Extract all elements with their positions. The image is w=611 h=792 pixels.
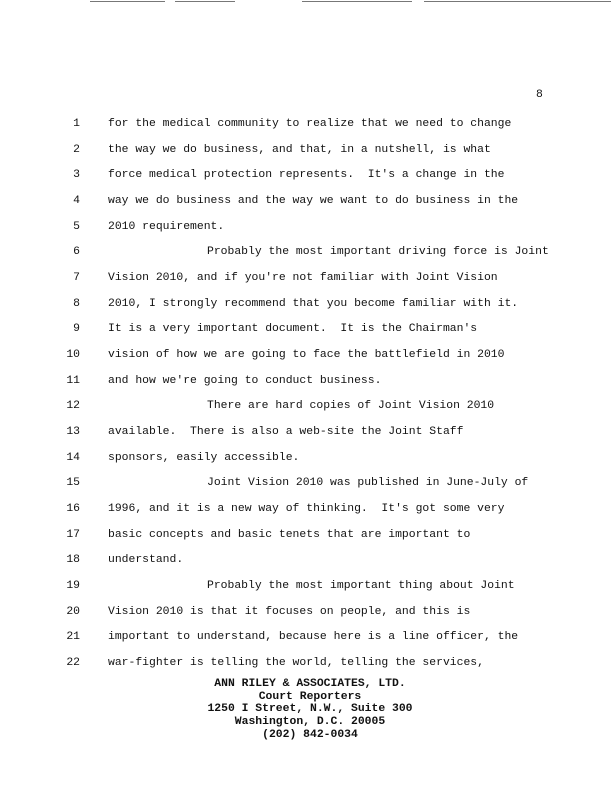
line-number: 3	[73, 169, 80, 182]
page-number: 8	[536, 89, 543, 101]
line-text: vision of how we are going to face the battlefield in 2010	[108, 349, 505, 362]
scan-artifact	[424, 1, 611, 2]
line-text: 2010, I strongly recommend that you become familiar with it.	[108, 297, 519, 310]
line-text: available. There is also a web-site the Joint Staff	[108, 426, 464, 439]
line-number: 16	[66, 503, 80, 516]
scan-artifact	[302, 1, 412, 2]
footer-address: 1250 I Street, N.W., Suite 300	[207, 703, 413, 716]
line-text: There are hard copies of Joint Vision 2010	[207, 400, 495, 413]
line-text: important to understand, because here is a line officer, the	[108, 631, 519, 644]
line-number: 8	[73, 297, 80, 310]
line-number: 18	[66, 554, 80, 567]
scan-artifact	[90, 1, 165, 2]
line-number: 21	[66, 631, 80, 644]
line-text: sponsors, easily accessible.	[108, 451, 300, 464]
line-text: 2010 requirement.	[108, 220, 225, 233]
line-number: 12	[66, 400, 80, 413]
line-number: 15	[66, 477, 80, 490]
line-text: for the medical community to realize that we need to change	[108, 118, 512, 130]
line-number: 2	[73, 143, 80, 156]
line-text: way we do business and the way we want to do business in the	[108, 195, 519, 207]
line-text: understand.	[108, 554, 184, 567]
line-number: 11	[66, 374, 80, 387]
line-text: Vision 2010, and if you're not familiar with Joint Vision	[108, 272, 498, 285]
line-number: 13	[66, 426, 80, 439]
line-text: Joint Vision 2010 was published in June-July of	[207, 477, 529, 490]
footer-city: Washington, D.C. 20005	[234, 716, 386, 729]
line-number: 1	[73, 118, 80, 130]
line-text: Probably the most important thing about Joint	[207, 580, 515, 593]
line-number: 20	[66, 605, 80, 618]
footer-subtitle: Court Reporters	[258, 690, 362, 703]
line-number: 22	[66, 657, 80, 670]
line-number: 7	[73, 272, 80, 285]
line-text: and how we're going to conduct business.	[108, 374, 382, 387]
line-text: force medical protection represents. It's a change in the	[108, 169, 505, 182]
scan-artifact	[175, 1, 235, 2]
line-text: Vision 2010 is that it focuses on people, and this is	[108, 605, 471, 618]
footer-company: ANN RILEY & ASSOCIATES, LTD.	[214, 678, 406, 690]
line-number: 6	[73, 246, 80, 259]
line-text: the way we do business, and that, in a nutshell, is what	[108, 143, 491, 156]
line-number: 5	[73, 220, 80, 233]
line-number: 9	[73, 323, 80, 336]
line-text: 1996, and it is a new way of thinking. It's got some very	[108, 503, 505, 516]
line-text: Probably the most important driving force is Joint	[207, 246, 549, 259]
line-number: 19	[66, 580, 80, 593]
line-text: war-fighter is telling the world, telling the services,	[108, 657, 484, 670]
line-number: 10	[66, 349, 80, 362]
line-number: 14	[66, 451, 80, 464]
line-number: 17	[66, 528, 80, 541]
line-text: It is a very important document. It is the Chairman's	[108, 323, 478, 336]
line-number: 4	[73, 195, 80, 207]
footer	[0, 678, 611, 742]
line-text: basic concepts and basic tenets that are important to	[108, 528, 471, 541]
footer-phone: (202) 842-0034	[262, 728, 358, 741]
